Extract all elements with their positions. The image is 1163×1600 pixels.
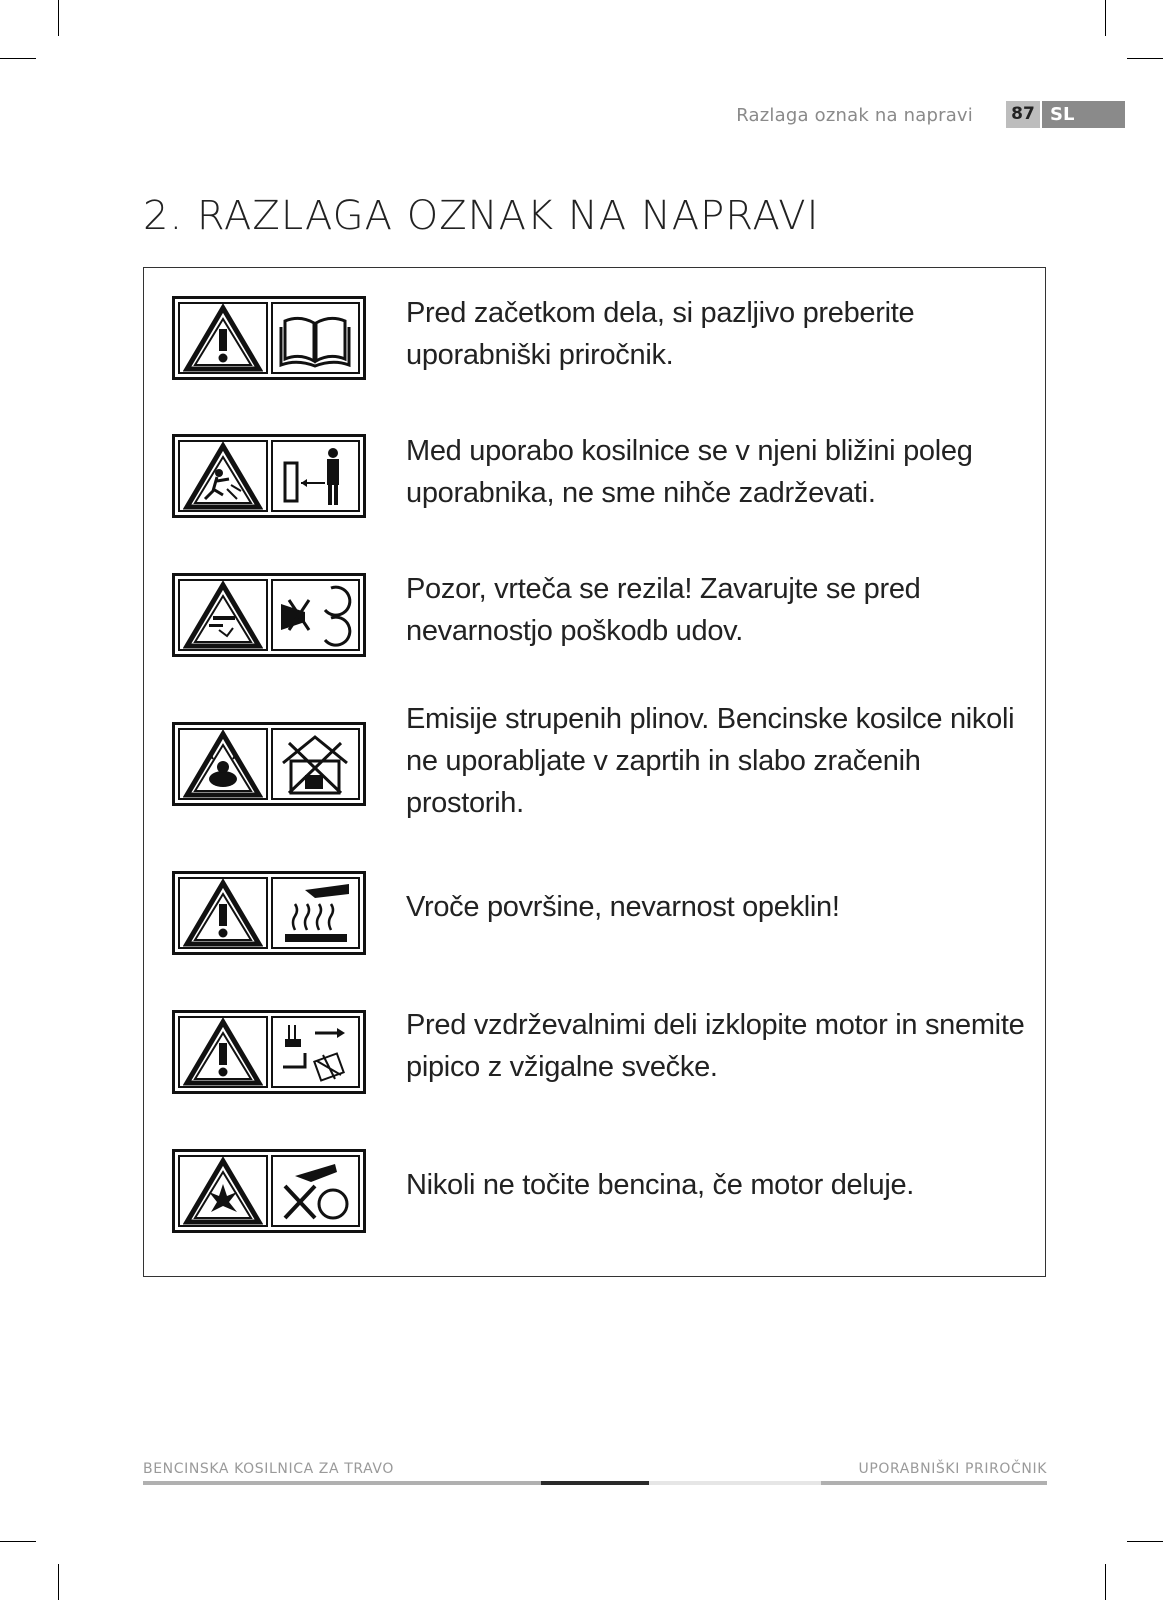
warning-rotating-blade-icon <box>183 580 263 650</box>
safety-label <box>172 1149 366 1233</box>
footer-manual: UPORABNIŠKI PRIROČNIK <box>858 1461 1047 1477</box>
safety-label <box>172 296 366 380</box>
warning-toxic-fumes-icon <box>183 729 263 799</box>
warning-exclamation-icon <box>183 303 263 373</box>
no-indoor-use-house-icon <box>275 729 355 799</box>
symbol-description: Nikoli ne točite bencina, če motor deluje. <box>406 1169 915 1201</box>
safety-label <box>172 1010 366 1094</box>
hot-surface-hand-icon <box>275 878 355 948</box>
no-refuel-running-engine-icon <box>275 1156 355 1226</box>
crop-mark <box>1127 58 1163 59</box>
crop-mark <box>0 1541 36 1542</box>
safety-label <box>172 573 366 657</box>
symbol-table <box>143 267 1046 1277</box>
footer-rule <box>821 1481 1047 1485</box>
safety-label <box>172 871 366 955</box>
disconnect-spark-plug-icon <box>275 1017 355 1087</box>
keep-bystanders-away-icon <box>275 441 355 511</box>
symbol-description: Pozor, vrteča se rezila! Zavarujte se pred nevarnostjo poškodb udov. <box>406 573 921 647</box>
page-number: 87 <box>1006 101 1040 128</box>
warning-exclamation-icon <box>183 1017 263 1087</box>
safety-label <box>172 722 366 806</box>
safety-label <box>172 434 366 518</box>
hand-blade-cut-icon <box>275 580 355 650</box>
symbol-description: Vroče površine, nevarnost opeklin! <box>406 891 840 923</box>
footer-product: BENCINSKA KOSILNICA ZA TRAVO <box>143 1461 394 1477</box>
footer-rule <box>143 1481 541 1485</box>
crop-mark <box>0 58 36 59</box>
read-manual-book-icon <box>275 303 355 373</box>
warning-fire-explosion-icon <box>183 1156 263 1226</box>
crop-mark <box>1105 1564 1106 1600</box>
running-header: Razlaga oznak na napravi <box>736 105 973 126</box>
crop-mark <box>58 1564 59 1600</box>
warning-exclamation-icon <box>183 878 263 948</box>
crop-mark <box>58 0 59 36</box>
symbol-description: Pred začetkom dela, si pazljivo preberite uporabniški priročnik. <box>406 297 915 371</box>
symbol-description: Med uporabo kosilnice se v njeni bližini poleg uporabnika, ne sme nihče zadrževati. <box>406 435 973 509</box>
footer-rule <box>541 1481 649 1485</box>
crop-mark <box>1105 0 1106 36</box>
language-tab: SL <box>1042 101 1125 128</box>
warning-thrown-objects-icon <box>183 441 263 511</box>
page-title: 2. RAZLAGA OZNAK NA NAPRAVI <box>143 193 820 239</box>
symbol-description: Emisije strupenih plinov. Bencinske kosilce nikoli ne uporabljate v zaprtih in slabo zračenih prostorih. <box>406 703 1015 819</box>
footer-rule <box>649 1481 821 1485</box>
crop-mark <box>1127 1541 1163 1542</box>
symbol-description: Pred vzdrževalnimi deli izklopite motor in snemite pipico z vžigalne svečke. <box>406 1009 1025 1083</box>
